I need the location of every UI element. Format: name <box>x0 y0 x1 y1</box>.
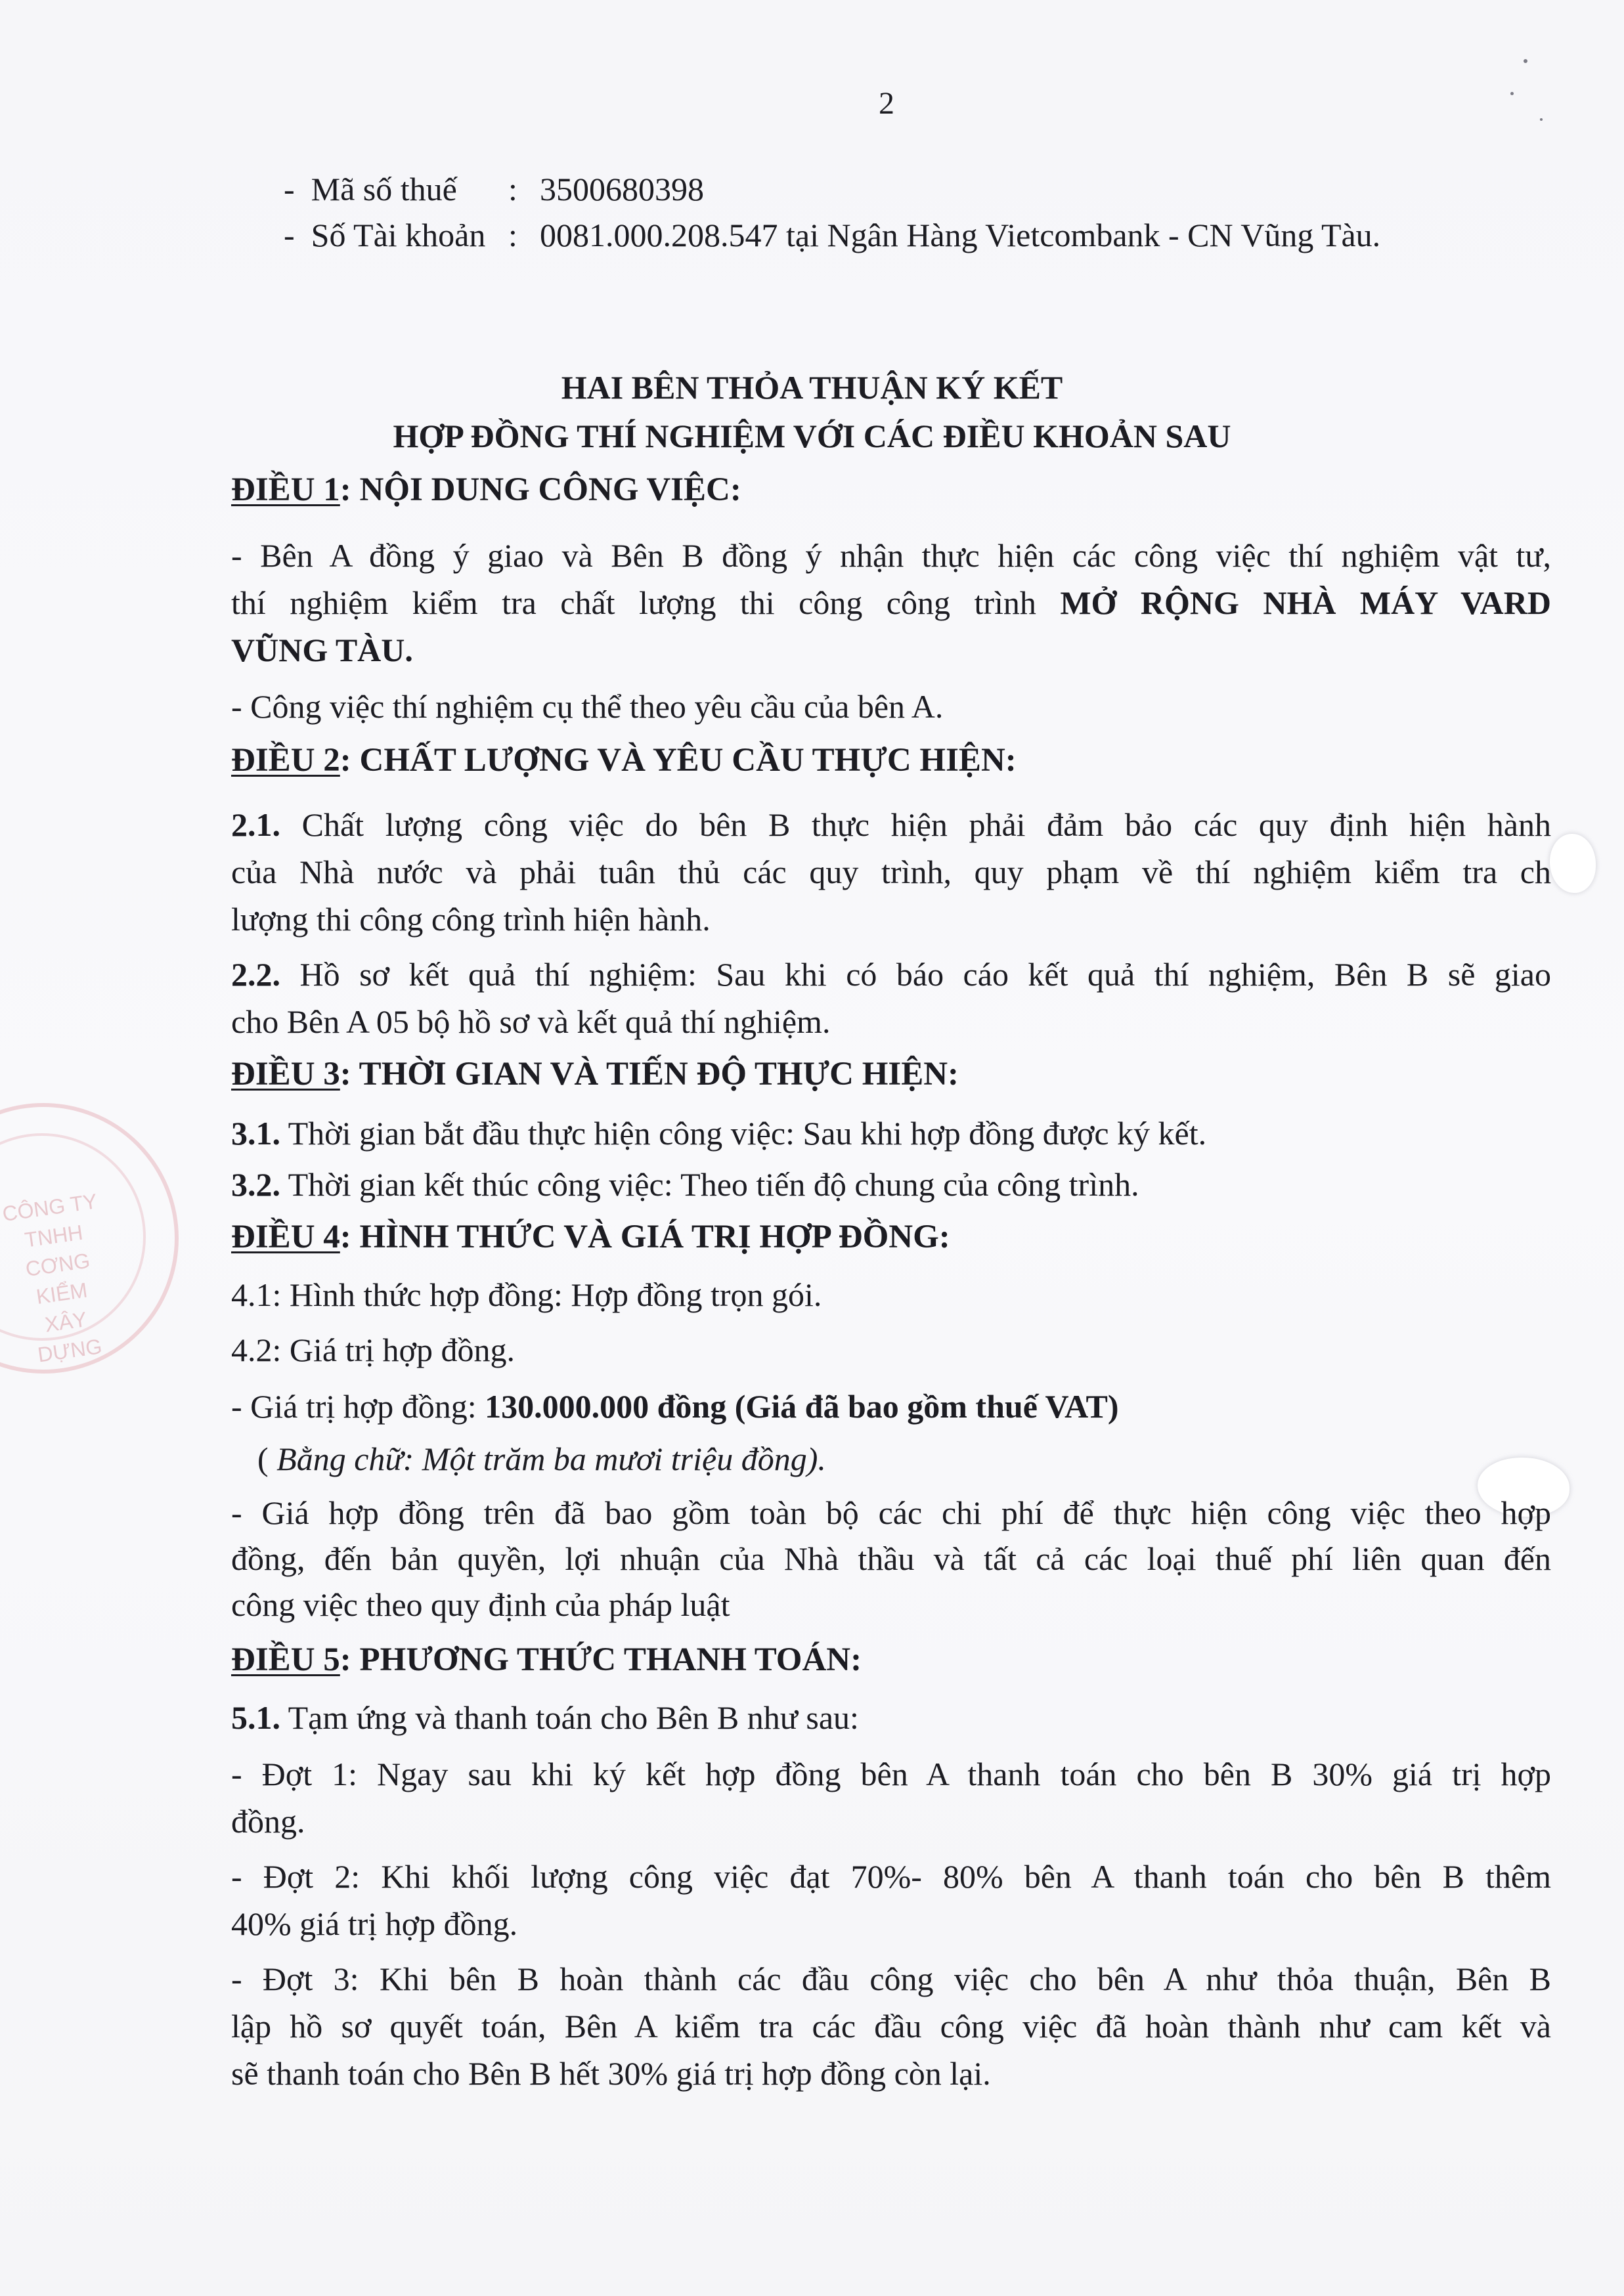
clause-number: 2.1. <box>231 806 280 843</box>
installment-1-line: - Đợt 1: Ngay sau khi ký kết hợp đồng bên A thanh toán cho bên B 30% giá trị hợp <box>231 1756 1551 1792</box>
clause-2-1-line <box>231 804 1551 846</box>
scan-speck <box>1524 59 1527 63</box>
faded-stamp-text: CÔNG TY TNHH CƠNG KIỂM XÂY DỰNG <box>1 1189 104 1367</box>
article-1-line: - Công việc thí nghiệm cụ thể theo yêu cầu của bên A. <box>231 688 944 725</box>
installment-1-line: đồng. <box>231 1803 305 1840</box>
article-4-line: công việc theo quy định của pháp luật <box>231 1586 730 1623</box>
tax-code-value: 3500680398 <box>540 171 704 207</box>
clause-5-1-line <box>231 1697 1551 1739</box>
article-1-heading <box>231 469 741 511</box>
article-1-line <box>231 582 1551 624</box>
contract-value: 130.000.000 đồng (Giá đã bao gồm thuế VAT) <box>485 1388 1119 1425</box>
article-4-number: ĐIỀU 4 <box>231 1219 340 1255</box>
project-name-cont: VŨNG TÀU. <box>231 632 413 668</box>
agreement-heading-line-2: HỢP ĐỒNG THÍ NGHIỆM VỚI CÁC ĐIỀU KHOẢN SAU <box>393 418 1231 454</box>
installment-3-line: - Đợt 3: Khi bên B hoàn thành các đầu công việc cho bên A như thỏa thuận, Bên B <box>231 1960 1551 1997</box>
clause-text: Thời gian kết thúc công việc: Theo tiến độ chung của công trình. <box>280 1166 1139 1203</box>
clause-3-2-line <box>231 1163 1551 1205</box>
clause-2-1-line: của Nhà nước và phải tuân thủ các quy trình, quy phạm về thí nghiệm kiểm tra ch <box>231 854 1551 890</box>
agreement-heading-line-1: HAI BÊN THỎA THUẬN KÝ KẾT <box>561 369 1063 406</box>
article-1-number: ĐIỀU 1 <box>231 471 340 508</box>
scan-speck <box>1510 92 1514 95</box>
tax-code-line <box>284 168 704 210</box>
article-2-title: : CHẤT LƯỢNG VÀ YÊU CẦU THỰC HIỆN: <box>340 742 1017 779</box>
installment-3-line: lập hồ sơ quyết toán, Bên A kiểm tra các đầu công việc đã hoàn thành như cam kết và <box>231 2008 1551 2045</box>
installment-2-line: 40% giá trị hợp đồng. <box>231 1905 518 1942</box>
clause-3-1-line <box>231 1112 1551 1154</box>
article-1-title: : NỘI DUNG CÔNG VIỆC: <box>340 471 741 508</box>
article-3-heading <box>231 1053 959 1095</box>
clause-text: Thời gian bắt đầu thực hiện công việc: Sau khi hợp đồng được ký kết. <box>280 1115 1207 1152</box>
clause-number: 2.2. <box>231 956 280 993</box>
installment-2-line: - Đợt 2: Khi khối lượng công việc đạt 70%- 80% bên A thanh toán cho bên B thêm <box>231 1858 1551 1895</box>
article-4-line: đồng, đến bản quyền, lợi nhuận của Nhà thầu và tất cả các loại thuế phí liên quan đến <box>231 1540 1551 1577</box>
article-5-number: ĐIỀU 5 <box>231 1641 340 1678</box>
clause-2-2-line: cho Bên A 05 bộ hồ sơ và kết quả thí nghiệm. <box>231 1003 831 1040</box>
clause-number: 3.1. <box>231 1115 280 1152</box>
bullet: - <box>284 171 295 207</box>
article-5-title: : PHƯƠNG THỨC THANH TOÁN: <box>340 1641 862 1678</box>
clause-4-1-line: 4.1: Hình thức hợp đồng: Hợp đồng trọn gói. <box>231 1276 822 1313</box>
colon: : <box>508 171 517 207</box>
value-in-words: Bằng chữ: Một trăm ba mươi triệu đồng). <box>276 1440 826 1477</box>
colon: : <box>508 217 517 253</box>
article-1-text: thí nghiệm kiểm tra chất lượng thi công công trình <box>231 584 1061 621</box>
paper-tear-mark <box>1550 834 1596 893</box>
contract-value-line <box>231 1385 1551 1427</box>
clause-number: 5.1. <box>231 1699 280 1736</box>
clause-text: Chất lượng công việc do bên B thực hiện phải đảm bảo các quy định hiện hành <box>280 806 1551 843</box>
article-4-title: : HÌNH THỨC VÀ GIÁ TRỊ HỢP ĐỒNG: <box>340 1219 950 1255</box>
article-3-title: : THỜI GIAN VÀ TIẾN ĐỘ THỰC HIỆN: <box>340 1056 959 1093</box>
clause-2-1-line: lượng thi công công trình hiện hành. <box>231 901 711 938</box>
account-value: 0081.000.208.547 tại Ngân Hàng Vietcombank - CN Vũng Tàu. <box>540 217 1381 253</box>
article-1-line: - Bên A đồng ý giao và Bên B đồng ý nhận thực hiện các công việc thí nghiệm vật tư, <box>231 537 1551 574</box>
paren: ( <box>257 1440 277 1477</box>
project-name: MỞ RỘNG NHÀ MÁY VARD <box>1060 584 1551 621</box>
account-label: Số Tài khoản <box>311 217 486 253</box>
article-2-number: ĐIỀU 2 <box>231 742 340 779</box>
clause-number: 3.2. <box>231 1166 280 1203</box>
scan-speck <box>1540 118 1543 121</box>
installment-3-line: sẽ thanh toán cho Bên B hết 30% giá trị hợp đồng còn lại. <box>231 2055 991 2092</box>
bank-account-line <box>284 214 1380 256</box>
clause-2-2-line <box>231 953 1551 995</box>
bullet: - <box>284 217 295 253</box>
contract-value-label: - Giá trị hợp đồng: <box>231 1388 485 1425</box>
article-3-number: ĐIỀU 3 <box>231 1056 340 1093</box>
article-2-heading <box>231 739 1017 781</box>
article-5-heading <box>231 1639 862 1681</box>
clause-text: Tạm ứng và thanh toán cho Bên B như sau: <box>280 1699 859 1736</box>
faded-stamp <box>0 1103 179 1374</box>
tax-code-label: Mã số thuế <box>311 171 457 207</box>
article-4-line: - Giá hợp đồng trên đã bao gồm toàn bộ các chi phí để thực hiện công việc theo hợp <box>231 1494 1551 1531</box>
article-4-heading <box>231 1216 950 1258</box>
clause-4-2-line: 4.2: Giá trị hợp đồng. <box>231 1332 515 1368</box>
contract-value-in-words <box>257 1438 1577 1480</box>
clause-text: Hồ sơ kết quả thí nghiệm: Sau khi có báo cáo kết quả thí nghiệm, Bên B sẽ giao <box>280 956 1551 993</box>
page-number: 2 <box>879 86 894 121</box>
